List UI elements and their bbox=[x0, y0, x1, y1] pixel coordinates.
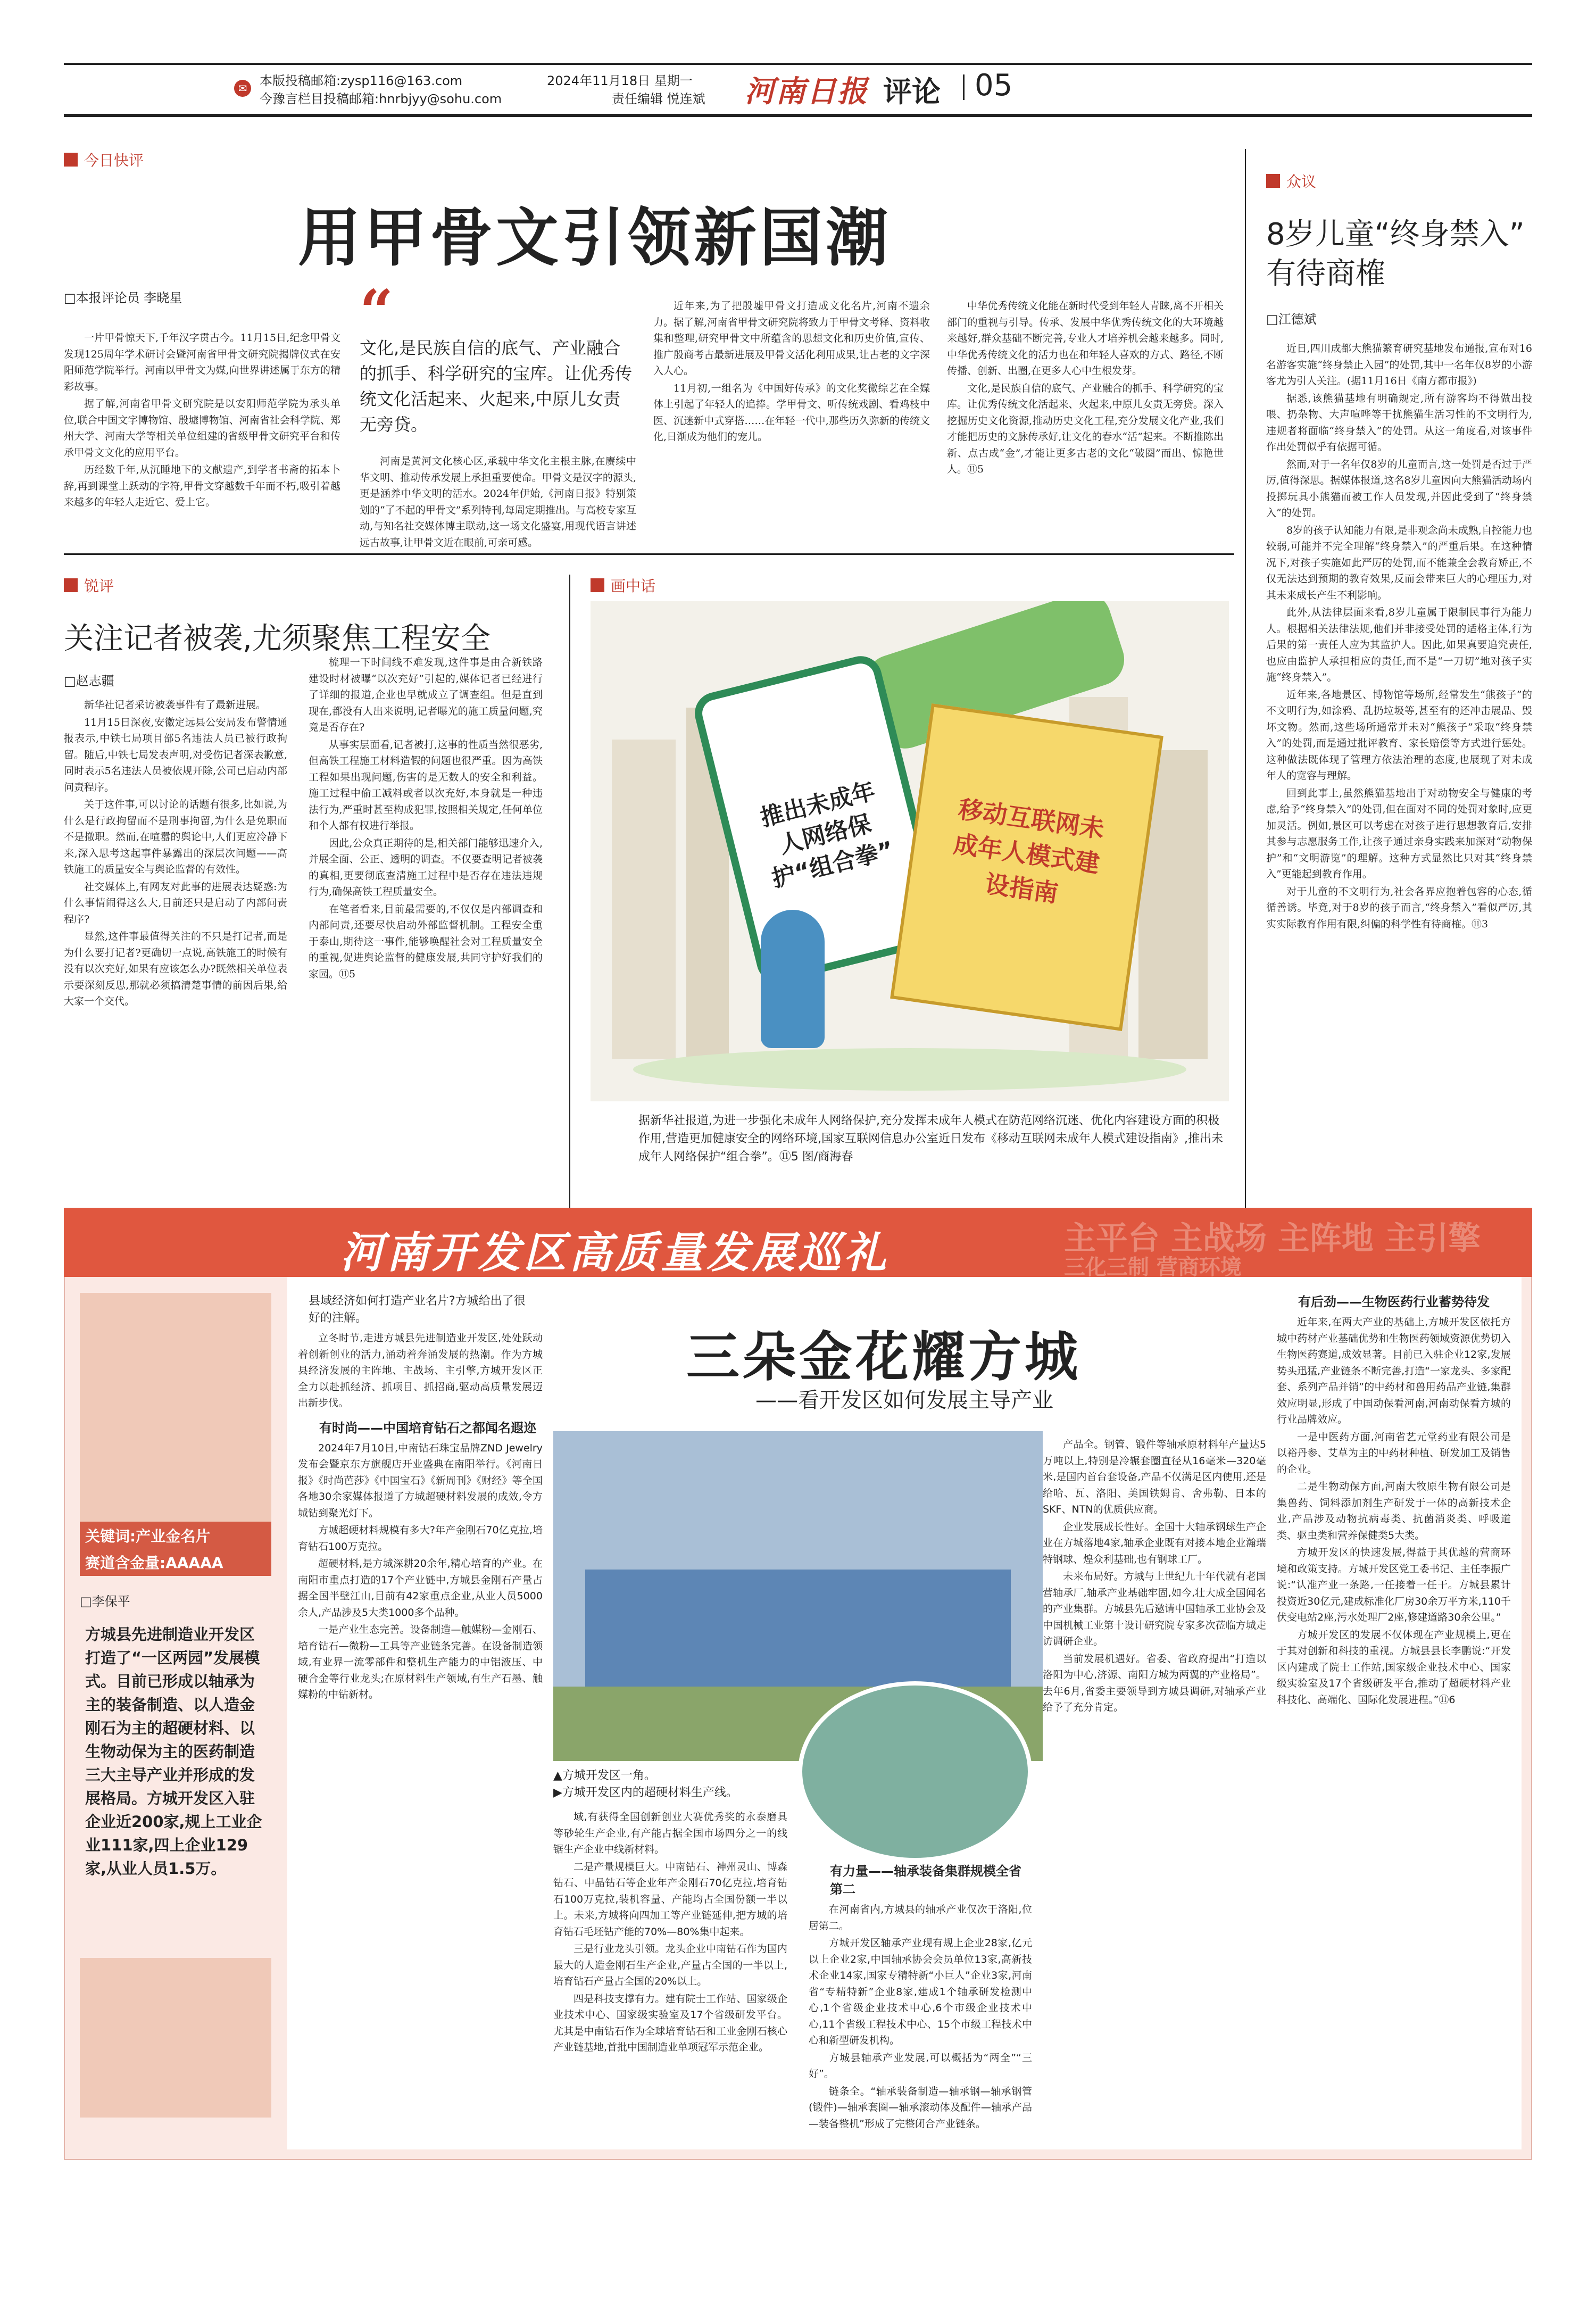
paragraph: 回到此事上,虽然熊猫基地出于对动物安全与健康的考虑,给予“终身禁入”的处罚,但在面对不同的处罚对象时,应更加灵活。例如,景区可以考虑在对孩子进行思想教育后,安排其参与志愿服务工作,让孩子通过亲身实践来加深对“动物保护”和“文明游览”的理解。这种方式显然比只对其“终身禁入”更能起到教育作用。 bbox=[1266, 787, 1532, 880]
paragraph: 11月初,一组名为《中国好传承》的文化奖微综艺在全媒体上引起了年轻人的追捧。学甲骨文、听传统戏剧、看鸡枝中医、沉迷新中式穿搭……在年轻一代中,那些历久弥新的传统文化,日渐成为他们的宠儿。 bbox=[653, 382, 930, 443]
tag-cartoon bbox=[591, 575, 655, 596]
paragraph: 8岁的孩子认知能力有限,是非观念尚未成熟,自控能力也较弱,可能并不完全理解“终身禁入”的严重后果。在这种情况下,对孩子实施如此严厉的处罚,而不能兼全会教育矫正,不仅无法达到预期的教育效果,反而会带来巨大的心理压力,对其未来成长产生不利影响。 bbox=[1266, 524, 1532, 601]
sidebar-skyline bbox=[80, 1958, 271, 2118]
paragraph: 链条全。“轴承装备制造—轴承钢—轴承钢管(锻件)—轴承套圈—轴承滚动体及配件—轴承产品—装备整机”形成了完整闭合产业链条。 bbox=[809, 2085, 1032, 2130]
feature-col3 bbox=[809, 1862, 1032, 2133]
column-divider bbox=[1245, 149, 1246, 1288]
art1-col2 bbox=[360, 277, 636, 552]
section-name: 评论 bbox=[883, 75, 941, 109]
page-number: 05 bbox=[975, 68, 1013, 103]
paragraph: 超硬材料,是方城深耕20余年,精心培育的产业。在南阳市重点打造的17个产业链中,方城县金刚石产量占据全国半壁江山,目前有42家重点企业,从业人员5000余人,产品涉及5大类1000多个品种。 bbox=[298, 1558, 543, 1618]
art2-col1 bbox=[64, 697, 287, 1011]
pull-quote-icon: “ bbox=[360, 277, 394, 345]
paragraph: 在笔者看来,目前最需要的,不仅仅是内部调查和内部问责,还要尽快启动外部监督机制。工程安全重于泰山,期待这一事件,能够唤醒社会对工程质量安全的重视,促进舆论监督的健康发展,共同守护好我们的家园。⑪5 bbox=[309, 903, 543, 980]
subhead-fashion: 有时尚——中国培育钻石之都闻名遐迩 bbox=[319, 1420, 536, 1435]
section-divider bbox=[963, 74, 965, 100]
phone-screen-text: 推出未成年人网络保护“组合拳” bbox=[758, 777, 896, 893]
paragraph: 河南是黄河文化核心区,承载中华文化主根主脉,在赓续中华文明、推动传承发展上承担重要使命。甲骨文是汉字的源头,更是涵养中华文明的活水。2024年伊始,《河南日报》特别策划的“了不起的甲骨文”系列特刊,每周定期推出。与高校专家互动,与知名社交媒体博主联动,这一场文化盛宴,用现代语言讲述远古故事,让甲骨文近在眼前,可亲可感。 bbox=[360, 455, 636, 549]
masthead-bottom-rule bbox=[64, 114, 1532, 117]
art1-col1 bbox=[64, 330, 340, 512]
paragraph: 对于儿童的不文明行为,社会各界应抱着包容的心态,循循善诱。毕竟,对于8岁的孩子而言,“终身禁入”看似严厉,其实实际教育作用有限,纠偏的科学性有待商榷。⑪3 bbox=[1266, 885, 1532, 930]
paragraph: 一是中医药方面,河南省艺元堂药业有限公司是以裕丹参、艾草为主的中药材种植、研发加工及销售的企业。 bbox=[1277, 1431, 1511, 1475]
feature-col1 bbox=[298, 1330, 543, 1704]
paragraph: 一是产业生态完善。设备制造—触媒粉—金刚石、培育钻石—微粉—工具等产业链条完善。在设备制造领域,有业界一流零部件和整机生产能力的中铝液压、中硬合金等行业龙头;在原材料生产领域,有生产石墨、触媒粉的中钻新材。 bbox=[298, 1624, 543, 1700]
paragraph: 近年来,为了把殷墟甲骨文打造成文化名片,河南不遗余力。据了解,河南省甲骨文研究院将致力于甲骨文考释、资料收集和整理,研究甲骨文中所蕴含的思想文化和历史价值,宣传、推广殷商考古最新进展及甲骨文活化利用成果,让古老的文字深入人心。 bbox=[653, 300, 930, 377]
paragraph: 方城开发区的发展不仅体现在产业规模上,更在于其对创新和科技的重视。方城县县长李鹏说:“开发区内建成了院士工作站,国家级企业技术中心、国家级实验室及17个省级研发平台,推动了超硬材料产业科技化、高端化、国际化发展进程。”⑪6 bbox=[1277, 1629, 1511, 1706]
banner-bg-text: 三化三制 营商环境 bbox=[1064, 1255, 1242, 1277]
feature-headline: 三朵金花耀方城 bbox=[686, 1326, 1081, 1388]
tag-square-icon bbox=[64, 153, 78, 167]
art1-byline: □本报评论员 李晓星 bbox=[64, 290, 182, 305]
paragraph: 历经数千年,从沉睡地下的文献遗产,到学者书斋的拓本卜辞,再到课堂上跃动的字符,甲骨文穿越数千年而不朽,吸引着越来越多的年轻人走近它、爱上它。 bbox=[64, 464, 340, 508]
paragraph: 近年来,在两大产业的基础上,方城开发区依托方城中药材产业基础优势和生物医药领域资源优势切入生物医药赛道,成效显著。目前已入驻企业12家,发展势头迅猛,产业链条不断完善,打造“一家龙头、多家配套、系列产品并销”的中药材和兽用药品产业链,集群效应明显,形成了中国动保看河南,河南动保看方城的行业品牌效应。 bbox=[1277, 1316, 1511, 1425]
paragraph: 域,有获得全国创新创业大赛优秀奖的永泰磨具等砂轮生产企业,有产能占据全国市场四分之一的线锯生产企业中线新材料。 bbox=[553, 1811, 787, 1855]
art2-byline: □赵志疆 bbox=[64, 674, 114, 688]
banner-bg-text: 主平台 主战场 主阵地 主引擎 bbox=[1064, 1220, 1481, 1257]
paragraph: 方城开发区的快速发展,得益于其优越的营商环境和政策支持。方城开发区党工委书记、主任李振广说:“认准产业一条路,一任接着一任干。方城县累计投资近30亿元,建成标准化厂房30余万平方米,110千伏变电站2座,污水处理厂2座,修建道路30余公里。” bbox=[1277, 1547, 1511, 1623]
pull-quote: 文化,是民族自信的底气、产业融合的抓手、科学研究的宝库。让优秀传统文化活起来、火起来,中原儿女责无旁贷。 bbox=[360, 338, 633, 435]
tag-label: 画中话 bbox=[611, 577, 656, 595]
issue-date: 2024年11月18日 星期一 bbox=[547, 73, 693, 88]
paragraph: 近日,四川成都大熊猫繁育研究基地发布通报,宣布对16名游客实施“终身禁止入园”的处罚,其中一名年仅8岁的小游客尤为引人关注。(据11月16日《南方都市报》) bbox=[1266, 343, 1532, 387]
paragraph: 2024年7月10日,中南钻石珠宝品牌ZND Jewelry发布会暨京东方旗舰店开业盛典在南阳举行。《河南日报》《时尚芭莎》《中国宝石》《新周刊》《财经》等全国各地30余家媒体报道了方城超硬材料发展的成效,令方城钻到聚光灯下。 bbox=[298, 1442, 543, 1519]
paragraph: 关于这件事,可以讨论的话题有很多,比如说,为什么是行政拘留而不是刑事拘留,为什么是免职而不是撤职。然而,在喧嚣的舆论中,人们更应冷静下来,深入思考这起事件暴露出的深层次问题——高铁施工的质量安全与舆论监督的有效性。 bbox=[64, 799, 287, 875]
section-divider-h bbox=[64, 553, 1234, 555]
feature-summary: 方城县先进制造业开发区打造了“一区两园”发展模式。目前已形成以轴承为主的装备制造、以人造金刚石为主的超硬材料、以生物动保为主的医药制造三大主导产业并形成的发展格局。方城开发区入驻企业近200家,规上工业企业111家,四上企业129家,从业人员1.5万。 bbox=[85, 1625, 262, 1878]
paragraph: 方城县轴承产业发展,可以概括为“两全”“三好”。 bbox=[809, 2052, 1032, 2080]
keyword-2: 赛道含金量:AAAAA bbox=[80, 1548, 271, 1576]
tag-square-icon bbox=[591, 578, 604, 592]
paragraph: 因此,公众真正期待的是,相关部门能够迅速介入,并展全面、公正、透明的调查。不仅要查明记者被袭的真相,更要彻底查清施工过程中是否存在违法违规行为,确保高铁工程质量安全。 bbox=[309, 837, 543, 898]
tag-label: 锐评 bbox=[84, 577, 114, 595]
feature-banner bbox=[64, 1208, 1532, 1277]
art1-headline: 用甲骨文引领新国潮 bbox=[298, 201, 892, 275]
paragraph: 立冬时节,走进方城县先进制造业开发区,处处跃动着创新创业的活力,涌动着奔涌发展的热潮。作为方城县经济发展的主阵地、主战场、主引擎,方城开发区正全力以赴抓经济、抓项目、抓招商,驱动高质量发展迈出新步伐。 bbox=[298, 1332, 543, 1409]
guidebook-title: 移动互联网未成年人模式建设指南 bbox=[952, 794, 1107, 908]
mail-icon: ✉ bbox=[234, 80, 251, 97]
paragraph: 未来布局好。方城与上世纪九十年代就有老国营轴承厂,轴承产业基础牢固,如今,壮大成全国闻名的产业集群。方城县先后邀请中国轴承工业协会及中国机械工业第十设计研究院专家多次莅临方城走访调研企业。 bbox=[1043, 1571, 1266, 1647]
masthead bbox=[0, 0, 1596, 117]
paragraph: 企业发展成长性好。全国十大轴承钢球生产企业在方城落地4家,轴承企业既有对接本地企业瀚瑞特钢球、煌众利基础,也有钢球工厂。 bbox=[1043, 1521, 1266, 1565]
tag-square-icon bbox=[64, 578, 78, 592]
tag-square-icon bbox=[1266, 174, 1280, 188]
paragraph: 近年来,各地景区、博物馆等场所,经常发生“熊孩子”的不文明行为,如涂鸦、乱扔垃圾等,甚至有的还冲击展品、毁坏文物。然而,这些场所通常并未对“熊孩子”采取“终身禁入”的处罚,而是通过批评教育、家长赔偿等方式进行惩处。这种做法既体现了管理方依法治理的态度,也展现了对未成年人的宽容与理解。 bbox=[1266, 688, 1532, 782]
paragraph: 在河南省内,方城县的轴承产业仅次于洛阳,位居第二。 bbox=[809, 1904, 1032, 1932]
feature-col2 bbox=[553, 1809, 787, 2057]
art1-col3 bbox=[653, 298, 930, 446]
feature-author: □李保平 bbox=[80, 1594, 130, 1609]
tag-label: 众议 bbox=[1286, 173, 1317, 190]
feature-lead: 县域经济如何打造产业名片?方城给出了很好的注解。 bbox=[309, 1294, 526, 1325]
paragraph: 此外,从法律层面来看,8岁儿童属于限制民事行为能力人。根据相关法律法规,他们并非接受处罚的适格主体,行为后果的第一责任人应为其监护人。因此,如果真要追究责任,也应由监护人承担相应的责任,而不是“一刀切”地对孩子实施“终身禁入”。 bbox=[1266, 607, 1532, 683]
paragraph: 一片甲骨惊天下,千年汉字贯古今。11月15日,纪念甲骨文发现125周年学术研讨会暨河南省甲骨文研究院揭牌仪式在安阳师范学院举行。河南以甲骨文为媒,向世界讲述属于东方的精彩故事。 bbox=[64, 332, 340, 393]
feature-col4 bbox=[1043, 1437, 1266, 1717]
cartoon-caption: 据新华社报道,为进一步强化未成年人网络保护,充分发挥未成年人模式在防范网络沉迷、优化内容建设方面的积极作用,营造更加健康安全的网络环境,国家互联网信息办公室近日发布《移动互联网未成年人模式建设指南》,推出未成年人网络保护“组合拳”。⑪5 图/商海春 bbox=[638, 1114, 1223, 1164]
paragraph: 新华社记者采访被袭事件有了最新进展。 bbox=[84, 699, 267, 711]
paragraph: 二是生物动保方面,河南大牧原生物有限公司是集兽药、饲料添加剂生产研发于一体的高新技术企业,产品涉及动物抗病毒类、抗菌消炎类、呼吸道类、驱虫类和营养保健类5大类。 bbox=[1277, 1481, 1511, 1541]
column-divider bbox=[569, 575, 570, 1213]
feature-body-panel bbox=[287, 1277, 1522, 2149]
feature-sidebar bbox=[80, 1293, 271, 2144]
paragraph: 从事实层面看,记者被打,这事的性质当然很恶劣,但高铁工程施工材料造假的问题也很严重。因为高铁工程如果出现问题,伤害的是无数人的安全和利益。施工过程中偷工减料或者以次充好,本身就是一种违法行为,严重时甚至构成犯罪,按照相关规定,任何单位和个人都有权进行举报。 bbox=[309, 738, 543, 832]
newspaper-logo: 河南日报 bbox=[745, 74, 868, 109]
masthead-top-rule bbox=[64, 63, 1532, 65]
art3-headline-line2: 有待商榷 bbox=[1266, 256, 1385, 291]
paragraph: 四是科技支撑有力。建有院士工作站、国家级企业技术中心、国家级实验室及17个省级研发平台。尤其是中南钻石作为全球培育钻石和工业金刚石核心产业链基地,首批中国制造业单项冠军示范企业。 bbox=[553, 1992, 787, 2053]
paragraph: 中华优秀传统文化能在新时代受到年轻人青睐,离不开相关部门的重视与引导。传承、发展中华优秀传统文化的大环境越来越好,群众基础不断完善,专业人才培养机会越来越多。同时,中华优秀传统文化的活力也在和年轻人喜欢的方式、路径,不断传播、创新、出圈,在更多人心中生根发芽。 bbox=[947, 300, 1224, 377]
art3-byline: □江德斌 bbox=[1266, 312, 1317, 327]
column-email[interactable]: 今豫言栏目投稿邮箱:hnrbjyy@sohu.com bbox=[260, 92, 502, 106]
paragraph: 梳理一下时间线不难发现,这件事是由合新铁路建设时材被曝“以次充好”引起的,媒体记者已经进行了详细的报道,企业也早就成立了调查组。但是直到现在,都没有人出来说明,记者曝光的施工质量问题,究竟是否存在? bbox=[309, 657, 543, 733]
tag-public-opinion bbox=[1266, 170, 1316, 192]
paragraph: 产品全。钢管、锻件等轴承原材料年产量达5万吨以上,特别是冷辗套圈直径从16毫米—320毫米,是国内首台套设备,产品不仅满足区内使用,还是给哈、瓦、洛阳、美国铁姆肯、舍弗勒、日本的SKF、NTN的优质供应商。 bbox=[1043, 1439, 1266, 1515]
paragraph: 文化,是民族自信的底气、产业融合的抓手、科学研究的宝库。让优秀传统文化活起来、火起来,中原儿女责无旁贷。深入挖掘历史文化资源,推动历史文化工程,充分发展文化产业,我们才能把历史的文脉传承好,让文化的春水“活”起来。不断推陈出新、点古成“金”,才能让更多古老的文化“破圈”而出、惊艳世人。⑪5 bbox=[947, 382, 1224, 475]
feature-banner-title: 河南开发区高质量发展巡礼 bbox=[340, 1228, 890, 1277]
subhead-momentum: 有后劲——生物医药行业蓄势待发 bbox=[1298, 1294, 1490, 1309]
tag-sharp-comment bbox=[64, 575, 114, 596]
child-figure bbox=[761, 910, 825, 1048]
paragraph: 三是行业龙头引领。龙头企业中南钻石作为国内最大的人造金刚石生产企业,产量占全国的一半以上,培育钻石产量占全国的20%以上。 bbox=[553, 1943, 787, 1987]
tag-label: 今日快评 bbox=[84, 152, 144, 169]
production-line-photo bbox=[798, 1681, 1032, 1862]
tag-today-review bbox=[64, 149, 144, 170]
art3-body bbox=[1266, 341, 1532, 933]
paragraph: 社交媒体上,有网友对此事的进展表达疑惑:为什么事情闹得这么大,目前还只是启动了内部问责程序? bbox=[64, 881, 287, 925]
paragraph: 当前发展机遇好。省委、省政府提出“打造以洛阳为中心,济源、南阳方城为两翼的产业格局”。去年6月,省委主要领导到方城县调研,对轴承产业给予了充分肯定。 bbox=[1043, 1653, 1266, 1713]
paragraph: 据悉,该熊猫基地有明确规定,所有游客均不得做出投喂、扔杂物、大声喧哗等干扰熊猫生活习性的不文明行为,违规者将面临“终身禁入”的处罚。从这一角度看,对该事件作出处罚似乎有依据可循。 bbox=[1266, 392, 1532, 453]
paragraph: 方城超硬材料规模有多大?年产金刚石70亿克拉,培育钻石100万克拉。 bbox=[298, 1524, 543, 1552]
responsible-editor: 责任编辑 悦连斌 bbox=[612, 92, 705, 106]
photo-caption-2: ▶方城开发区内的超硬材料生产线。 bbox=[553, 1786, 738, 1799]
feature-col5 bbox=[1277, 1293, 1511, 1709]
paragraph: 显然,这件事最值得关注的不只是打记者,而是为什么要打记者?更确切一点说,高铁施工的时候有没有以次充好,如果有应该怎么办?既然相关单位表示要深刻反思,那就必须搞清楚事情的前因后果,给大家一个交代。 bbox=[64, 931, 287, 1007]
keyword-1: 关键词:产业金名片 bbox=[80, 1522, 271, 1549]
paragraph: 二是产量规模巨大。中南钻石、神州灵山、博森钻石、中晶钻石等企业年产金刚石70亿克拉,培育钻石100万克拉,装机容量、产能均占全国份额一半以上。未来,方城将向四加工等产业链延伸,把方城的培育钻石毛坯钻产能的70%—80%集中起来。 bbox=[553, 1861, 787, 1938]
art2-headline: 关注记者被袭,尤须聚焦工程安全 bbox=[64, 621, 491, 656]
cartoon-illustration bbox=[591, 601, 1229, 1101]
sidebar-landscape bbox=[80, 1293, 271, 1543]
art2-col2 bbox=[309, 654, 543, 983]
paragraph: 然而,对于一名年仅8岁的儿童而言,这一处罚是否过于严厉,值得深思。据媒体报道,这名8岁儿童因向大熊猫活动场内投掷玩具小熊猫而被工作人员发现,并因此受到了“终身禁入”的处罚。 bbox=[1266, 458, 1532, 519]
feature-subtitle: ——看开发区如何发展主导产业 bbox=[755, 1388, 1053, 1413]
paragraph: 据了解,河南省甲骨文研究院是以安阳师范学院为承头单位,联合中国文字博物馆、殷墟博物馆、河南省社会科学院、郑州大学、河南大学等相关单位组建的省级甲骨文研究平台和传承甲骨文文化的应用平台。 bbox=[64, 398, 340, 459]
submission-email[interactable]: 本版投稿邮箱:zysp116@163.com bbox=[260, 73, 463, 88]
paragraph: 11月15日深夜,安徽定远县公安局发布警情通报表示,中铁七局项目部5名违法人员已被行政拘留。随后,中铁七局发表声明,对受伤记者深表歉意,同时表示5名违法人员被依规开除,公司已启动内部问责程序。 bbox=[64, 716, 287, 793]
art1-col4 bbox=[947, 298, 1224, 479]
paragraph: 方城开发区轴承产业现有规上企业28家,亿元以上企业2家,中国轴承协会会员单位13家,高新技术企业14家,国家专精特新“小巨人”企业3家,河南省“专精特新”企业8家,建成1个轴承研发检测中心,1个省级企业技术中心,6个市级企业技术中心,11个省级工程技术中心、15个市级工程技术中心和新型研发机构。 bbox=[809, 1937, 1032, 2046]
art3-headline-line1: 8岁儿童“终身禁入” bbox=[1266, 217, 1525, 252]
guidebook-graphic bbox=[890, 703, 1163, 1031]
subhead-power: 有力量——轴承装备集群规模全省第二 bbox=[830, 1864, 1021, 1897]
photo-caption-1: ▲方城开发区一角。 bbox=[553, 1769, 656, 1782]
